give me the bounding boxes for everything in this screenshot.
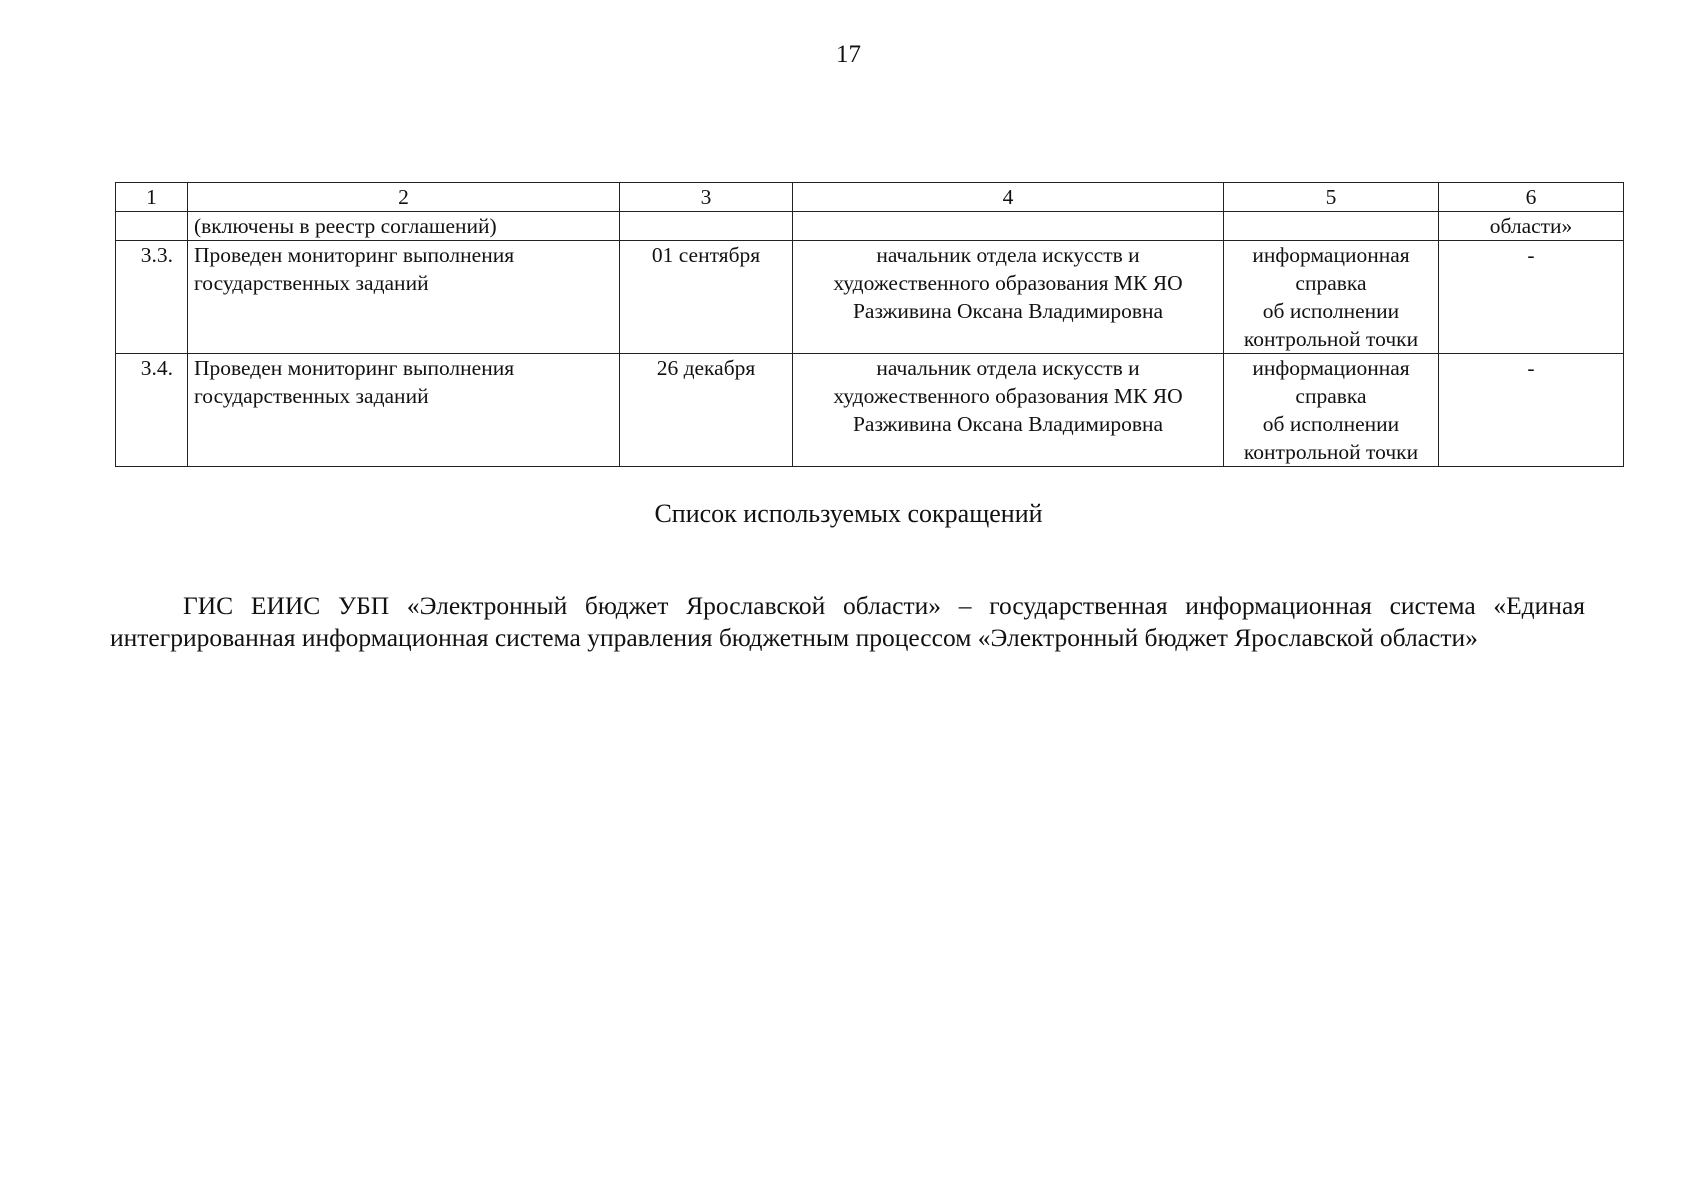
document-line: об исполнении (1262, 412, 1400, 436)
table-header-row (116, 183, 1624, 212)
document-line: контрольной точки (1243, 440, 1419, 464)
document-line: информационная (1252, 356, 1410, 380)
responsible-line: художественного образования МК ЯО (833, 271, 1183, 295)
document-cell (1224, 241, 1439, 354)
document-line: контрольной точки (1243, 327, 1419, 351)
row-number: 3.4. (116, 354, 188, 467)
document-line: об исполнении (1262, 299, 1400, 323)
column-number-5: 5 (1224, 183, 1439, 212)
row-number: 3.3. (116, 241, 188, 354)
document-line: справка (1295, 384, 1367, 408)
abbreviations-title: Список используемых сокращений (654, 499, 1043, 528)
document-line: информационная (1252, 243, 1410, 267)
responsible-line: Разживина Оксана Владимировна (852, 412, 1164, 436)
document-line: справка (1295, 271, 1367, 295)
continuation-system-cell: области» (1439, 212, 1624, 241)
continuation-date-cell (620, 212, 793, 241)
abbreviation-definition: ГИС ЕИИС УБП «Электронный бюджет Ярославской области» – государственная информационная система «Единая интегрированная информационная система управления бюджетным процессом «Электронный бюджет Ярославской области» (110, 590, 1585, 652)
event-cell (188, 241, 620, 354)
continuation-row (116, 212, 1624, 241)
table-row (116, 354, 1624, 467)
system-cell: - (1439, 241, 1624, 354)
responsible-line: художественного образования МК ЯО (833, 384, 1183, 408)
column-number-3: 3 (620, 183, 793, 212)
continuation-event-cell: (включены в реестр соглашений) (188, 212, 620, 241)
responsible-line: начальник отдела искусств и (876, 356, 1140, 380)
event-cell (188, 354, 620, 467)
responsible-line: Разживина Оксана Владимировна (852, 299, 1164, 323)
system-cell: - (1439, 354, 1624, 467)
page-number: 17 (836, 41, 861, 68)
column-number-1: 1 (116, 183, 188, 212)
date-cell: 26 декабря (620, 354, 793, 467)
date-cell: 01 сентября (620, 241, 793, 354)
responsible-line: начальник отдела искусств и (876, 243, 1140, 267)
document-cell (1224, 354, 1439, 467)
column-number-6: 6 (1439, 183, 1624, 212)
responsible-cell (793, 241, 1224, 354)
continuation-document-cell (1224, 212, 1439, 241)
table-row (116, 241, 1624, 354)
continuation-num-cell (116, 212, 188, 241)
event-line: Проведен мониторинг выполнения (194, 356, 515, 380)
column-number-4: 4 (793, 183, 1224, 212)
responsible-cell (793, 354, 1224, 467)
continuation-responsible-cell (793, 212, 1224, 241)
column-number-2: 2 (188, 183, 620, 212)
event-line: Проведен мониторинг выполнения (194, 243, 515, 267)
event-line: государственных заданий (194, 271, 429, 295)
control-points-table (115, 182, 1624, 467)
event-line: государственных заданий (194, 384, 429, 408)
